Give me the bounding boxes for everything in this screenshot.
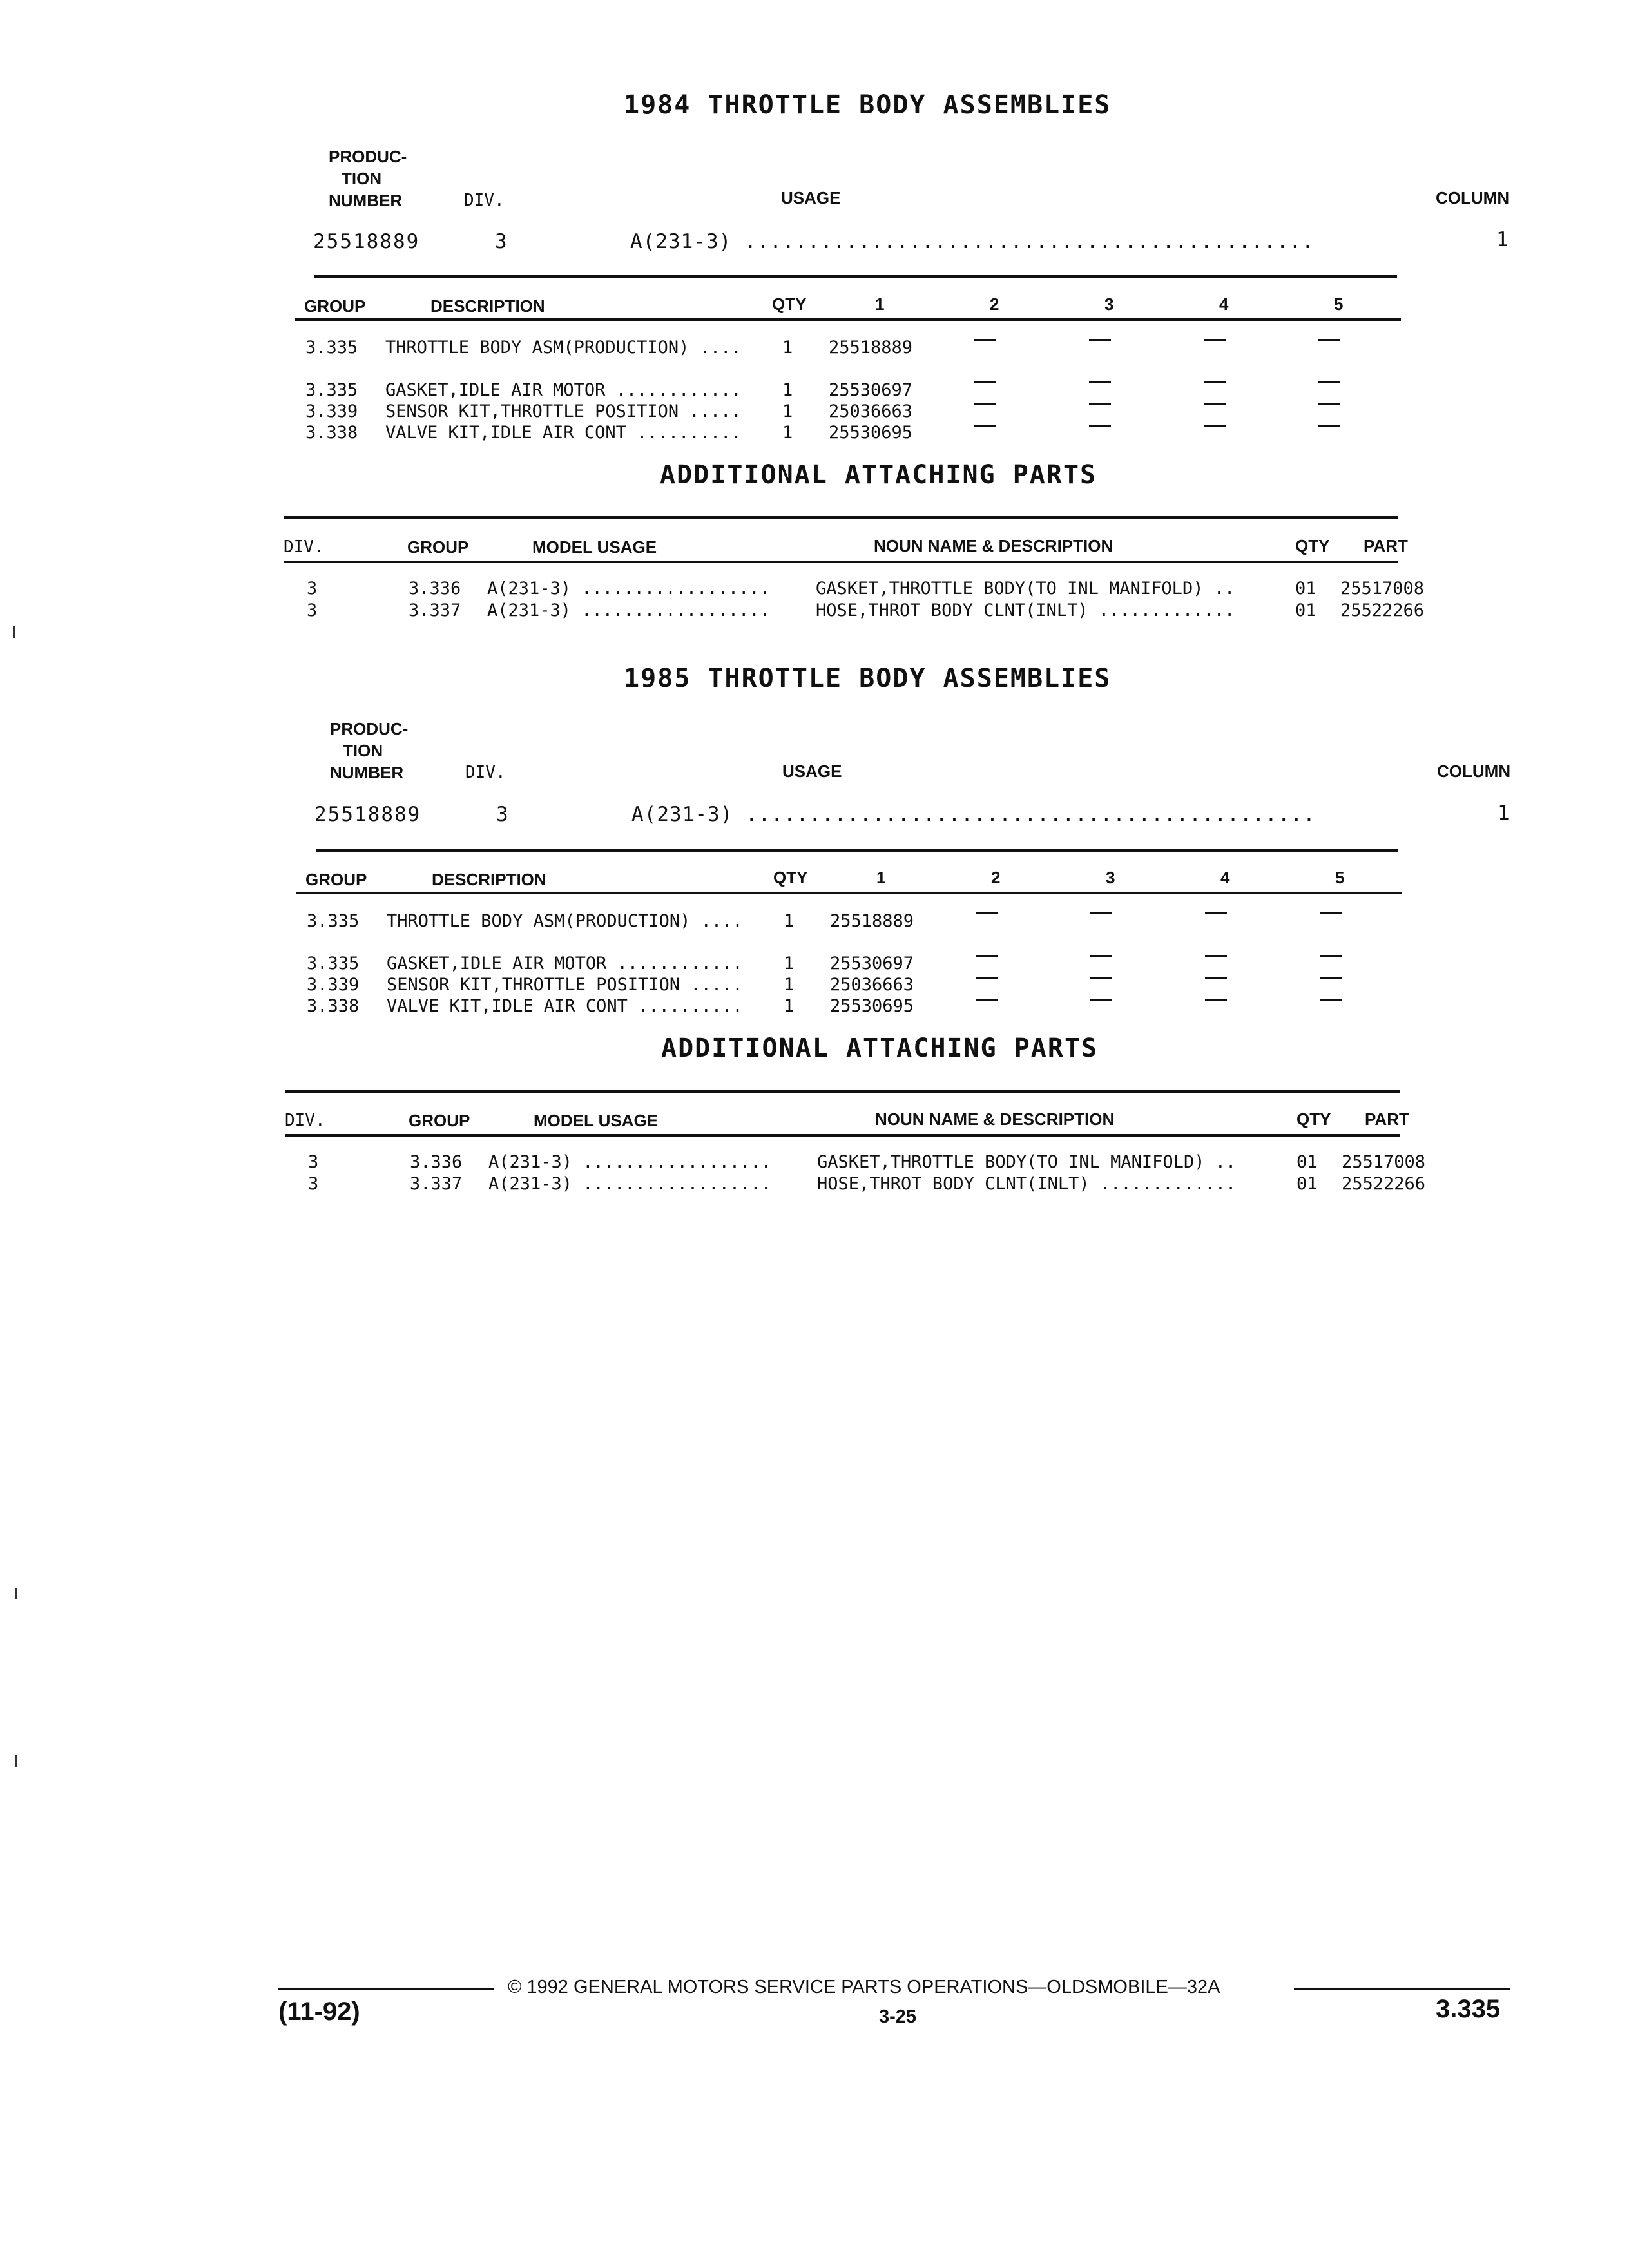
empty-cell-dash [1090, 999, 1112, 1001]
row-qty: 1 [784, 954, 795, 974]
empty-cell-dash [1205, 912, 1227, 914]
col-5: 5 [1335, 868, 1345, 887]
empty-cell-dash [1318, 425, 1340, 427]
row-group: 3.337 [410, 1174, 463, 1194]
row-model: A(231-3) .................. [487, 579, 770, 599]
row-qty: 1 [784, 996, 795, 1016]
col-noun-name: NOUN NAME & DESCRIPTION [874, 536, 1113, 555]
row-description: THROTTLE BODY ASM(PRODUCTION) .... [385, 338, 742, 358]
empty-cell-dash [976, 955, 998, 957]
footer-date: (11-92) [278, 1997, 360, 2026]
header-number: NUMBER [330, 763, 404, 782]
row-group: 3.335 [307, 911, 360, 931]
empty-cell-dash [1204, 425, 1226, 427]
row-group: 3.336 [410, 1152, 463, 1172]
row-part: 25518889 [830, 911, 914, 931]
empty-cell-dash [1089, 425, 1111, 427]
row-div: 3 [307, 579, 318, 599]
row-description: VALVE KIT,IDLE AIR CONT .......... [387, 996, 743, 1016]
margin-mark [15, 1588, 17, 1599]
row-description: GASKET,IDLE AIR MOTOR ............ [387, 954, 743, 974]
col-group: GROUP [407, 537, 469, 557]
header-usage: USAGE [781, 188, 841, 207]
row-qty: 1 [782, 338, 793, 358]
attaching-parts-title: ADDITIONAL ATTACHING PARTS [661, 1033, 1099, 1063]
empty-cell-dash [976, 999, 998, 1001]
empty-cell-dash [1320, 999, 1342, 1001]
row-qty: 01 [1295, 601, 1316, 620]
row-qty: 1 [784, 975, 795, 995]
row-part: 25522266 [1342, 1174, 1426, 1194]
empty-cell-dash [1089, 339, 1111, 341]
row-part: 25517008 [1340, 579, 1425, 599]
empty-cell-dash [1205, 977, 1227, 979]
col-3: 3 [1106, 868, 1115, 887]
divider [285, 1090, 1400, 1093]
col-5: 5 [1334, 294, 1344, 314]
production-number: 25518889 [314, 803, 421, 826]
divider [284, 516, 1398, 519]
empty-cell-dash [1205, 999, 1227, 1001]
header-tion: TION [342, 169, 382, 188]
row-group: 3.339 [307, 975, 360, 995]
col-description: DESCRIPTION [430, 296, 545, 316]
row-qty: 01 [1296, 1174, 1318, 1194]
divider [285, 1134, 1400, 1137]
row-div: 3 [308, 1174, 319, 1194]
footer-section-number: 3.335 [1436, 1995, 1501, 2023]
row-noun: GASKET,THROTTLE BODY(TO INL MANIFOLD) .. [817, 1152, 1237, 1172]
row-part: 25530697 [830, 954, 914, 974]
col-qty: QTY [1295, 536, 1330, 555]
col-4: 4 [1219, 294, 1229, 314]
footer-page-number: 3-25 [879, 2006, 917, 2027]
divider [296, 892, 1402, 894]
production-usage: A(231-3) ............................................. [631, 803, 1316, 826]
row-description: VALVE KIT,IDLE AIR CONT .......... [385, 423, 742, 443]
row-description: SENSOR KIT,THROTTLE POSITION ..... [387, 975, 743, 995]
row-noun: HOSE,THROT BODY CLNT(INLT) ............. [816, 601, 1235, 620]
empty-cell-dash [1320, 977, 1342, 979]
section-title: 1984 THROTTLE BODY ASSEMBLIES [624, 90, 1112, 120]
col-part: PART [1365, 1110, 1409, 1129]
margin-mark [13, 626, 15, 638]
row-group: 3.337 [409, 601, 461, 620]
header-production: PRODUC- [330, 719, 409, 738]
section-title: 1985 THROTTLE BODY ASSEMBLIES [624, 664, 1112, 693]
header-div: DIV. [465, 763, 506, 782]
footer-rule-right [1294, 1988, 1510, 1990]
empty-cell-dash [1204, 381, 1226, 383]
margin-mark [15, 1755, 17, 1767]
footer-rule-left [278, 1988, 494, 1990]
header-production: PRODUC- [329, 147, 407, 166]
col-group: GROUP [305, 870, 367, 889]
col-group: GROUP [409, 1111, 470, 1130]
row-part: 25530695 [829, 423, 913, 443]
row-qty: 1 [782, 423, 793, 443]
empty-cell-dash [1090, 977, 1112, 979]
col-4: 4 [1220, 868, 1230, 887]
empty-cell-dash [976, 977, 998, 979]
col-group: GROUP [304, 296, 366, 316]
col-description: DESCRIPTION [432, 870, 546, 889]
row-model: A(231-3) .................. [487, 601, 770, 620]
row-part: 25036663 [829, 401, 913, 421]
row-qty: 01 [1295, 579, 1316, 599]
col-qty: QTY [772, 294, 807, 314]
divider [284, 561, 1398, 563]
empty-cell-dash [1204, 403, 1226, 405]
row-group: 3.335 [307, 954, 360, 974]
divider [295, 318, 1401, 321]
empty-cell-dash [1089, 381, 1111, 383]
row-model: A(231-3) .................. [488, 1174, 771, 1194]
empty-cell-dash [1318, 381, 1340, 383]
col-qty: QTY [773, 868, 808, 887]
divider [314, 275, 1397, 278]
col-div: DIV. [285, 1111, 325, 1130]
row-part: 25522266 [1340, 601, 1425, 620]
col-1: 1 [875, 294, 885, 314]
empty-cell-dash [1204, 339, 1226, 341]
row-qty: 1 [782, 401, 793, 421]
row-noun: HOSE,THROT BODY CLNT(INLT) ............. [817, 1174, 1237, 1194]
row-group: 3.338 [307, 996, 360, 1016]
row-group: 3.335 [305, 338, 358, 358]
col-model-usage: MODEL USAGE [532, 537, 657, 557]
empty-cell-dash [1320, 955, 1342, 957]
row-description: SENSOR KIT,THROTTLE POSITION ..... [385, 401, 742, 421]
header-tion: TION [343, 741, 383, 760]
row-div: 3 [307, 601, 318, 620]
empty-cell-dash [974, 425, 996, 427]
empty-cell-dash [1318, 339, 1340, 341]
empty-cell-dash [1205, 955, 1227, 957]
production-column: 1 [1498, 802, 1511, 825]
header-column: COLUMN [1437, 762, 1511, 781]
row-part: 25036663 [830, 975, 914, 995]
col-3: 3 [1104, 294, 1114, 314]
empty-cell-dash [1318, 403, 1340, 405]
header-column: COLUMN [1436, 188, 1510, 207]
col-2: 2 [990, 294, 999, 314]
production-div: 3 [496, 803, 510, 826]
col-qty: QTY [1296, 1110, 1331, 1129]
col-model-usage: MODEL USAGE [534, 1111, 659, 1130]
empty-cell-dash [974, 381, 996, 383]
row-part: 25530697 [829, 380, 913, 400]
header-number: NUMBER [329, 191, 403, 210]
production-number: 25518889 [313, 230, 420, 253]
empty-cell-dash [1090, 955, 1112, 957]
row-part: 25517008 [1342, 1152, 1426, 1172]
row-noun: GASKET,THROTTLE BODY(TO INL MANIFOLD) .. [816, 579, 1235, 599]
empty-cell-dash [976, 912, 998, 914]
production-div: 3 [495, 230, 508, 253]
row-part: 25530695 [830, 996, 914, 1016]
footer-copyright: © 1992 GENERAL MOTORS SERVICE PARTS OPERATIONS—OLDSMOBILE—32A [508, 1977, 1220, 1997]
col-part: PART [1364, 536, 1408, 555]
empty-cell-dash [1089, 403, 1111, 405]
col-div: DIV. [284, 537, 324, 557]
row-qty: 01 [1296, 1152, 1318, 1172]
row-part: 25518889 [829, 338, 913, 358]
row-group: 3.335 [305, 380, 358, 400]
empty-cell-dash [1090, 912, 1112, 914]
empty-cell-dash [974, 403, 996, 405]
row-div: 3 [308, 1152, 319, 1172]
row-description: GASKET,IDLE AIR MOTOR ............ [385, 380, 742, 400]
row-group: 3.336 [409, 579, 461, 599]
col-1: 1 [876, 868, 886, 887]
col-noun-name: NOUN NAME & DESCRIPTION [875, 1110, 1115, 1129]
row-qty: 1 [782, 380, 793, 400]
row-group: 3.339 [305, 401, 358, 421]
row-model: A(231-3) .................. [488, 1152, 771, 1172]
col-2: 2 [991, 868, 1001, 887]
row-description: THROTTLE BODY ASM(PRODUCTION) .... [387, 911, 743, 931]
empty-cell-dash [1320, 912, 1342, 914]
production-column: 1 [1496, 228, 1510, 251]
production-usage: A(231-3) ............................................. [630, 230, 1315, 253]
row-qty: 1 [784, 911, 795, 931]
empty-cell-dash [974, 339, 996, 341]
divider [316, 849, 1398, 852]
row-group: 3.338 [305, 423, 358, 443]
attaching-parts-title: ADDITIONAL ATTACHING PARTS [660, 460, 1097, 490]
header-div: DIV. [464, 191, 505, 210]
header-usage: USAGE [782, 762, 842, 781]
